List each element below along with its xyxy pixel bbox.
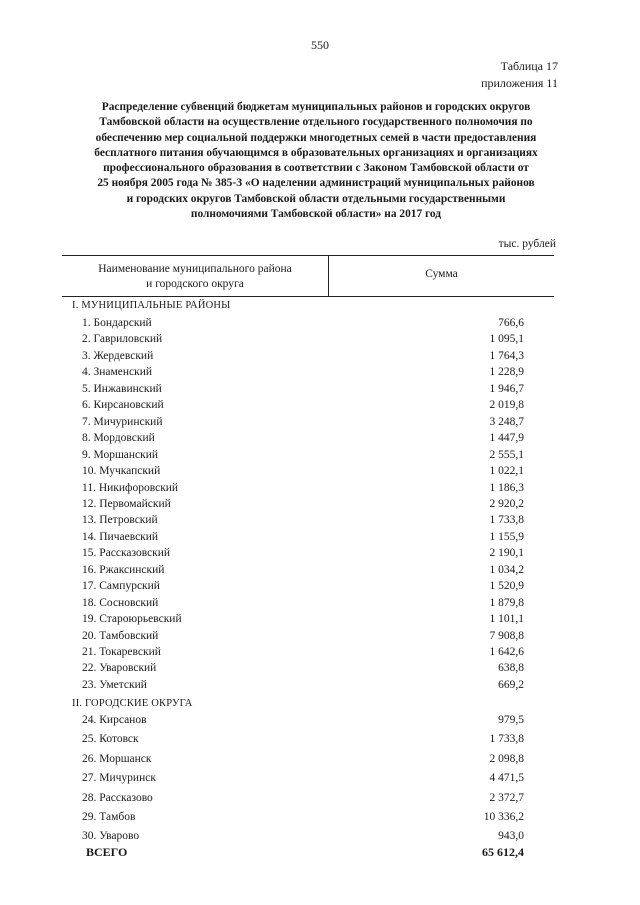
units-label: тыс. рублей: [498, 238, 556, 250]
district-name: 23. Уметский: [82, 678, 147, 691]
district-amount: 1 095,1: [489, 333, 524, 346]
district-name: 22. Уваровский: [82, 662, 157, 675]
table-row: [0, 498, 640, 514]
district-name: 3. Жердевский: [82, 349, 154, 362]
district-amount: 1 879,8: [489, 596, 524, 609]
district-name: 30. Уварово: [82, 830, 140, 843]
district-amount: 766,6: [498, 317, 524, 329]
district-name: 8. Мордовский: [82, 432, 155, 445]
title-line: бесплатного питания обучающимся в образовательных организациях и организациях: [94, 146, 538, 159]
table-row: [0, 580, 640, 596]
district-name: 21. Токаревский: [82, 646, 161, 658]
table-row: [0, 514, 640, 530]
table-row: [0, 366, 640, 382]
district-amount: 10 336,2: [483, 811, 524, 823]
table-row: [0, 350, 640, 366]
table-row: [0, 772, 640, 788]
district-amount: 1 764,3: [489, 349, 524, 362]
district-amount: 669,2: [498, 678, 524, 691]
title-line: Тамбовской области на осуществление отдельного государственного полномочия по: [99, 116, 533, 129]
district-name: 28. Рассказово: [82, 791, 153, 804]
district-name: 19. Староюрьевский: [82, 613, 182, 626]
district-amount: 1 022,1: [489, 465, 524, 478]
header-name-column: [62, 262, 328, 292]
table-row: [0, 449, 640, 465]
title-line: Распределение субвенций бюджетам муниципальных районов и городских округов: [101, 101, 531, 113]
title-line: полномочиями Тамбовской области» на 2017 год: [190, 208, 442, 221]
table-row: [0, 792, 640, 808]
table-row: [0, 733, 640, 749]
district-name: 20. Тамбовский: [82, 629, 159, 642]
district-amount: 1 101,1: [489, 613, 524, 626]
district-amount: 1 642,6: [489, 646, 524, 658]
district-name: 7. Мичуринский: [82, 415, 163, 428]
district-amount: 1 186,3: [489, 481, 524, 494]
table-row: [0, 399, 640, 415]
district-amount: 1 034,2: [489, 563, 524, 576]
district-amount: 2 372,7: [489, 791, 524, 804]
header-sum-column: Сумма: [425, 268, 458, 280]
district-name: 6. Кирсановский: [82, 399, 164, 412]
district-name: 10. Мучкапский: [82, 465, 161, 478]
district-amount: 1 155,9: [489, 530, 524, 543]
table-top-border: [62, 255, 554, 256]
title-line: профессионального образования в соответствии с Законом Тамбовской области от: [103, 162, 529, 175]
district-amount: 2 019,8: [489, 399, 524, 412]
district-name: 26. Моршанск: [82, 752, 152, 765]
district-amount: 2 555,1: [489, 448, 524, 461]
district-amount: 1 447,9: [489, 432, 524, 445]
district-name: 24. Кирсанов: [82, 714, 147, 726]
section-municipal-districts: I. МУНИЦИПАЛЬНЫЕ РАЙОНЫ: [72, 300, 231, 311]
district-amount: 1 228,9: [489, 366, 524, 379]
district-name: 5. Инжавинский: [82, 382, 162, 395]
table-row: [0, 416, 640, 432]
table-row: [0, 830, 640, 846]
table-row: [0, 317, 640, 333]
section-city-districts: II. ГОРОДСКИЕ ОКРУГА: [72, 698, 193, 709]
table-row: [0, 564, 640, 580]
table-row: [0, 714, 640, 730]
district-amount: 979,5: [498, 714, 524, 726]
appendix-reference: приложения 11: [481, 76, 558, 90]
district-amount: 2 098,8: [489, 752, 524, 765]
district-amount: 1 733,8: [489, 514, 524, 527]
district-amount: 2 920,2: [489, 497, 524, 510]
table-row: [0, 753, 640, 769]
document-title: [66, 100, 566, 222]
table-row: [0, 646, 640, 662]
table-number: Таблица 17: [500, 59, 558, 73]
district-name: 15. Рассказовский: [82, 547, 171, 560]
district-name: 2. Гавриловский: [82, 333, 163, 346]
district-amount: 3 248,7: [489, 415, 524, 428]
district-name: 4. Знаменский: [82, 366, 153, 379]
table-row: [0, 597, 640, 613]
district-amount: 1 946,7: [489, 382, 524, 395]
district-name: 14. Пичаевский: [82, 530, 159, 543]
total-value: 65 612,4: [482, 845, 524, 859]
table-row: [0, 482, 640, 498]
district-name: 9. Моршанский: [82, 448, 159, 461]
header-name-line: Наименование муниципального района: [98, 263, 292, 275]
title-line: обеспечению мер социальной поддержки многодетных семей в части предоставления: [95, 131, 537, 144]
district-amount: 2 190,1: [489, 547, 524, 560]
district-name: 12. Первомайский: [82, 497, 171, 510]
title-line: 25 ноября 2005 года № 385-З «О наделении администраций муниципальных районов: [97, 177, 535, 190]
total-label: ВСЕГО: [86, 845, 128, 859]
district-name: 17. Сампурский: [82, 580, 160, 593]
district-name: 1. Бондарский: [82, 317, 152, 329]
table-row: [0, 432, 640, 448]
district-amount: 1 520,9: [489, 580, 524, 593]
table-row: [0, 383, 640, 399]
page-number: 550: [311, 38, 329, 52]
table-reference: [481, 58, 558, 92]
table-row: [0, 662, 640, 678]
table-row: [0, 547, 640, 563]
district-amount: 4 471,5: [489, 772, 524, 785]
table-row: [0, 531, 640, 547]
table-row: [0, 333, 640, 349]
district-name: 18. Сосновский: [82, 596, 159, 609]
header-bottom-border: [62, 296, 554, 297]
district-name: 25. Котовск: [82, 733, 139, 746]
table-row: [0, 679, 640, 695]
district-amount: 638,8: [498, 662, 524, 675]
table-row: [0, 613, 640, 629]
district-name: 13. Петровский: [82, 514, 158, 527]
district-name: 27. Мичуринск: [82, 772, 156, 785]
title-line: и городских округов Тамбовской области отдельными государственными: [126, 192, 506, 205]
district-name: 11. Никифоровский: [82, 481, 179, 494]
table-row: [0, 630, 640, 646]
district-name: 16. Ржаксинский: [82, 563, 165, 576]
header-name-line: и городского округа: [146, 278, 244, 290]
district-amount: 943,0: [498, 830, 524, 843]
table-row: [0, 465, 640, 481]
district-amount: 7 908,8: [489, 629, 524, 642]
district-amount: 1 733,8: [489, 733, 524, 746]
district-name: 29. Тамбов: [82, 811, 136, 823]
table-row: [0, 811, 640, 827]
